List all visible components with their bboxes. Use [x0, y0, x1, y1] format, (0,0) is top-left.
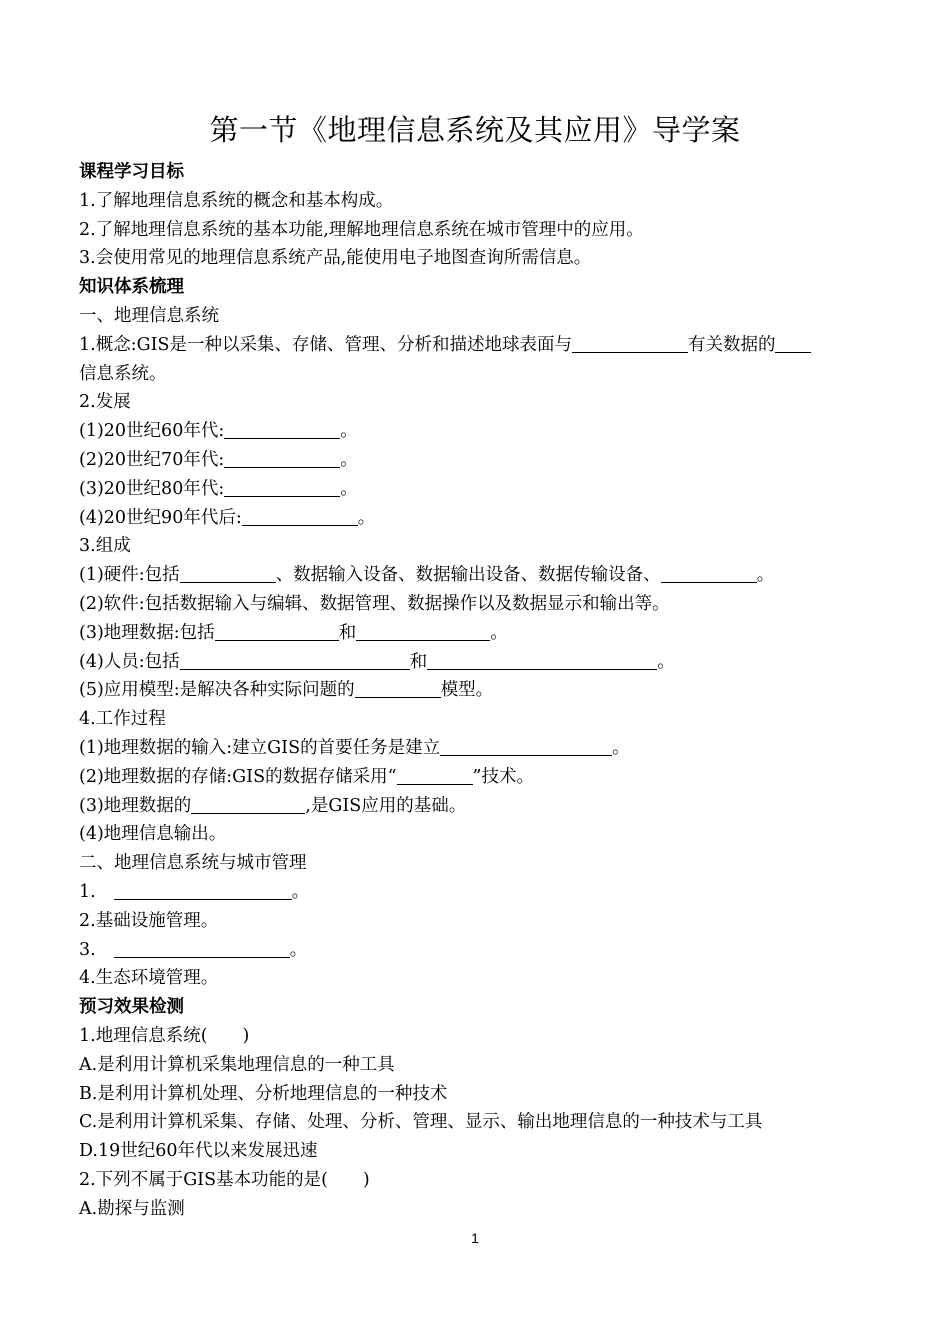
city-item-3	[79, 936, 879, 965]
city-item-4: 4.生态环境管理。	[79, 968, 219, 989]
fill-blank[interactable]	[191, 795, 305, 814]
fill-blank[interactable]	[661, 564, 757, 583]
objective-item: 2.了解地理信息系统的基本功能,理解地理信息系统在城市管理中的应用。	[79, 219, 644, 240]
model-line	[79, 676, 879, 705]
hardware-text-a: (1)硬件:包括	[79, 565, 180, 586]
fill-blank[interactable]	[775, 334, 811, 353]
fill-blank[interactable]	[224, 420, 340, 439]
development-end: 。	[340, 478, 358, 499]
geodata-text-b: 和	[338, 622, 357, 643]
hardware-text-c: 。	[756, 565, 775, 586]
section1-title: 一、地理信息系统	[79, 305, 219, 326]
model-text-a: (5)应用模型:是解决各种实际问题的	[79, 680, 355, 701]
section2-title: 二、地理信息系统与城市管理	[79, 853, 307, 874]
concept-line-cont: 信息系统。	[79, 363, 167, 384]
model-text-b: 模型。	[440, 680, 494, 701]
personnel-text-b: 和	[409, 651, 428, 672]
process-title: 4.工作过程	[79, 709, 166, 730]
development-label: (4)20世纪90年代后:	[79, 507, 242, 528]
fill-blank[interactable]	[427, 651, 657, 670]
question-2: 2.下列不属于GIS基本功能的是( )	[79, 1169, 370, 1190]
development-label: (3)20世纪80年代:	[79, 478, 225, 499]
objective-item: 3.会使用常见的地理信息系统产品,能使用电子地图查询所需信息。	[79, 248, 592, 269]
check-heading: 预习效果检测	[79, 997, 184, 1018]
question-2-option: A.勘探与监测	[79, 1198, 185, 1219]
fill-blank[interactable]	[224, 449, 340, 468]
page-number: 1	[471, 1230, 479, 1246]
geodata-text-a: (3)地理数据:包括	[79, 622, 215, 643]
city-item-end: 。	[289, 939, 308, 960]
city-item-number: 1.	[79, 881, 96, 902]
development-item	[79, 417, 879, 446]
fill-blank[interactable]	[180, 564, 276, 583]
fill-blank[interactable]	[355, 679, 441, 698]
process-management-line	[79, 792, 879, 821]
fill-blank[interactable]	[242, 507, 358, 526]
objectives-heading: 课程学习目标	[79, 162, 184, 182]
development-end: 。	[340, 421, 358, 442]
concept-text-b: 有关数据的	[687, 334, 776, 355]
fill-blank[interactable]	[215, 622, 339, 641]
development-end: 。	[357, 507, 376, 528]
question-1-option: D.19世纪60年代以来发展迅速	[79, 1141, 318, 1162]
process-text: ”技术。	[472, 766, 534, 787]
development-item	[79, 446, 879, 475]
development-label: (1)20世纪60年代:	[79, 421, 225, 442]
process-text: ,是GIS应用的基础。	[305, 795, 467, 816]
city-item-number: 3.	[79, 939, 96, 960]
city-item-end: 。	[291, 881, 310, 902]
hardware-line	[79, 561, 879, 590]
concept-text-a: 1.概念:GIS是一种以采集、存储、管理、分析和描述地球表面与	[79, 334, 572, 355]
personnel-text-a: (4)人员:包括	[79, 651, 180, 672]
fill-blank[interactable]	[356, 622, 490, 641]
question-1-option: A.是利用计算机采集地理信息的一种工具	[79, 1054, 395, 1075]
hardware-text-b: 、数据输入设备、数据输出设备、数据传输设备、	[275, 565, 661, 586]
fill-blank[interactable]	[572, 334, 688, 353]
process-text: (3)地理数据的	[79, 795, 192, 816]
process-text: (2)地理数据的存储:GIS的数据存储采用“	[79, 766, 397, 787]
process-text: (1)地理数据的输入:建立GIS的首要任务是建立	[79, 737, 441, 758]
personnel-text-c: 。	[657, 651, 675, 672]
process-output-line: (4)地理信息输出。	[79, 824, 227, 845]
fill-blank[interactable]	[114, 881, 292, 900]
process-storage-line	[79, 763, 879, 792]
question-1-option: C.是利用计算机采集、存储、处理、分析、管理、显示、输出地理信息的一种技术与工具	[79, 1112, 763, 1133]
city-item-1	[79, 878, 879, 907]
city-item-2: 2.基础设施管理。	[79, 910, 219, 931]
geodata-text-c: 。	[490, 622, 508, 643]
fill-blank[interactable]	[180, 651, 410, 670]
fill-blank[interactable]	[440, 737, 612, 756]
objective-item: 1.了解地理信息系统的概念和基本构成。	[79, 190, 394, 211]
fill-blank[interactable]	[114, 939, 290, 958]
software-line: (2)软件:包括数据输入与编辑、数据管理、数据操作以及数据显示和输出等。	[79, 593, 670, 614]
fill-blank[interactable]	[224, 478, 340, 497]
process-text: 。	[612, 737, 630, 758]
fill-blank[interactable]	[397, 766, 473, 785]
question-1-option: B.是利用计算机处理、分析地理信息的一种技术	[79, 1083, 448, 1104]
document-body	[79, 158, 879, 1223]
concept-line	[79, 331, 879, 360]
personnel-line	[79, 648, 879, 677]
development-item	[79, 475, 879, 504]
development-item	[79, 504, 879, 533]
process-input-line	[79, 734, 879, 763]
composition-title: 3.组成	[79, 536, 131, 557]
document-title: 第一节《地理信息系统及其应用》导学案	[209, 113, 741, 147]
geodata-line	[79, 619, 879, 648]
development-title: 2.发展	[79, 392, 131, 413]
development-label: (2)20世纪70年代:	[79, 449, 225, 470]
knowledge-heading: 知识体系梳理	[79, 277, 184, 298]
question-1: 1.地理信息系统( )	[79, 1025, 250, 1046]
development-end: 。	[340, 449, 358, 470]
